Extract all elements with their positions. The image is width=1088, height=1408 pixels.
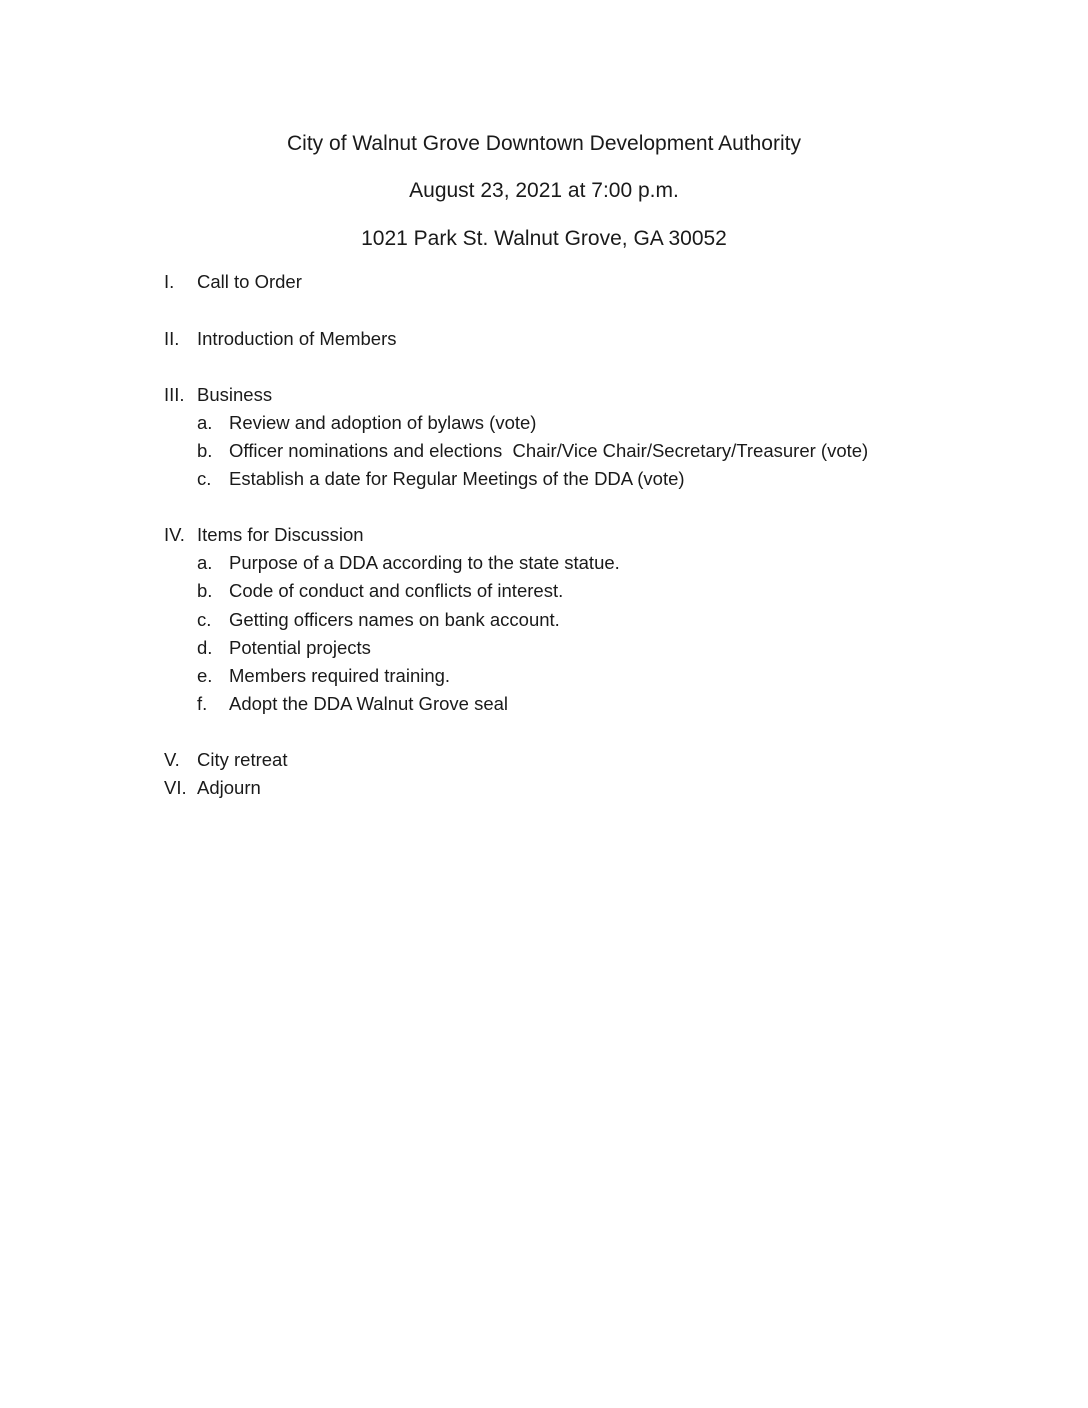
item-text: Getting officers names on bank account. bbox=[229, 609, 560, 630]
section-label: Call to Order bbox=[197, 271, 302, 292]
meeting-date: August 23, 2021 at 7:00 p.m. bbox=[409, 179, 679, 202]
item-letter: f. bbox=[197, 693, 208, 714]
item-text: Officer nominations and elections Chair/Vice Chair/Secretary/Treasurer (vote) bbox=[229, 440, 869, 461]
section-label: Adjourn bbox=[197, 777, 261, 798]
item-letter: d. bbox=[197, 637, 213, 658]
item-letter: c. bbox=[197, 468, 212, 489]
meeting-address: 1021 Park St. Walnut Grove, GA 30052 bbox=[361, 227, 727, 250]
item-text: Potential projects bbox=[229, 637, 371, 658]
item-text: Adopt the DDA Walnut Grove seal bbox=[229, 693, 509, 714]
item-text: Code of conduct and conflicts of interest. bbox=[229, 580, 564, 601]
item-letter: e. bbox=[197, 665, 213, 686]
section-number: IV. bbox=[164, 524, 185, 545]
item-letter: a. bbox=[197, 552, 213, 573]
item-text: Establish a date for Regular Meetings of the DDA (vote) bbox=[229, 468, 685, 489]
section-label: Business bbox=[197, 384, 273, 405]
section-label: Introduction of Members bbox=[197, 328, 397, 349]
item-letter: b. bbox=[197, 440, 213, 461]
section-label: City retreat bbox=[197, 749, 288, 770]
item-text: Members required training. bbox=[229, 665, 451, 686]
section-number: V. bbox=[164, 749, 180, 770]
item-text: Purpose of a DDA according to the state statue. bbox=[229, 552, 620, 573]
section-number: II. bbox=[164, 328, 180, 349]
section-number: VI. bbox=[164, 777, 187, 798]
section-number: I. bbox=[164, 271, 175, 292]
item-letter: b. bbox=[197, 580, 213, 601]
document-title: City of Walnut Grove Downtown Development Authority bbox=[287, 132, 801, 155]
item-letter: c. bbox=[197, 609, 212, 630]
item-text: Review and adoption of bylaws (vote) bbox=[229, 412, 537, 433]
section-label: Items for Discussion bbox=[197, 524, 364, 545]
item-letter: a. bbox=[197, 412, 213, 433]
section-number: III. bbox=[164, 384, 185, 405]
